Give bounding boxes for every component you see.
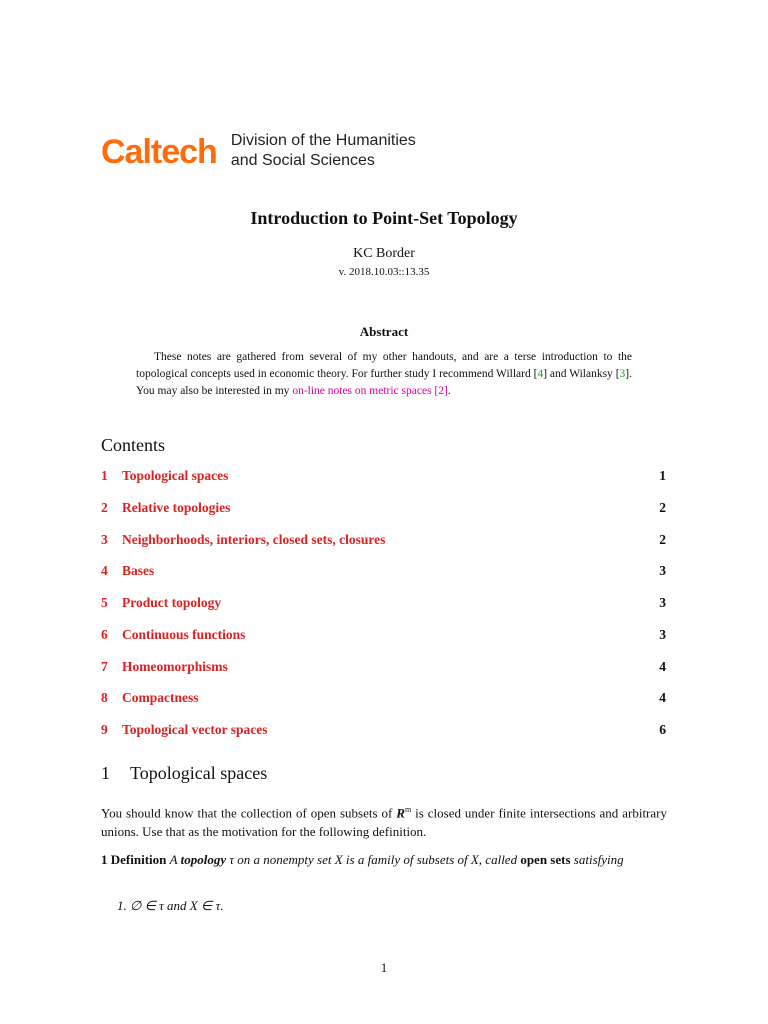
math-superscript-m: m bbox=[404, 805, 412, 814]
toc-title[interactable]: Product topology bbox=[122, 595, 222, 610]
toc-number: 5 bbox=[101, 595, 108, 610]
metric-spaces-link[interactable]: on-line notes on metric spaces [2] bbox=[292, 385, 448, 397]
table-of-contents bbox=[101, 468, 666, 754]
toc-title[interactable]: Bases bbox=[122, 563, 155, 579]
contents-heading: Contents bbox=[101, 435, 166, 455]
section-paragraph bbox=[101, 800, 667, 841]
division-name bbox=[231, 131, 416, 171]
section-title: Topological spaces bbox=[130, 763, 268, 783]
toc-entry[interactable] bbox=[101, 563, 666, 595]
abstract-part-1: These notes are gathered from several of my other handouts, and are a terse introduction to the topological concepts used in economic theory. For further study I recommend Willard [ bbox=[136, 351, 632, 380]
abstract-heading: Abstract bbox=[359, 324, 409, 339]
definition-text-c: satisfying bbox=[570, 852, 624, 867]
toc-entry[interactable] bbox=[101, 690, 666, 722]
toc-page: 4 bbox=[659, 690, 666, 706]
definition bbox=[101, 850, 667, 869]
header bbox=[101, 128, 416, 176]
toc-page: 2 bbox=[659, 531, 666, 547]
caltech-logo: Caltech bbox=[101, 133, 217, 171]
toc-entry[interactable] bbox=[101, 595, 666, 627]
toc-number: 8 bbox=[101, 690, 108, 706]
toc-entry[interactable] bbox=[101, 532, 666, 564]
toc-number: 4 bbox=[101, 563, 108, 579]
toc-title[interactable]: Compactness bbox=[122, 690, 199, 706]
section-number: 1 bbox=[101, 763, 110, 783]
document-title: Introduction to Point-Set Topology bbox=[250, 208, 518, 228]
toc-number: 6 bbox=[101, 626, 108, 642]
division-line-1: Division of the Humanities bbox=[230, 132, 416, 149]
definition-text-a: A bbox=[169, 852, 181, 867]
abstract-text bbox=[136, 349, 632, 400]
math-R: R bbox=[396, 805, 405, 821]
paragraph-text-a: You should know that the collection of open subsets of bbox=[101, 805, 397, 821]
division-line-2: and Social Sciences bbox=[230, 152, 375, 169]
toc-entry[interactable] bbox=[101, 722, 666, 754]
toc-title[interactable]: Homeomorphisms bbox=[122, 658, 228, 674]
paragraph-text-b: is closed under finite intersections and arbitrary unions. Use that as the motivation for the following definition. bbox=[101, 805, 667, 840]
definition-term-open-sets: open sets bbox=[520, 852, 571, 867]
toc-entry[interactable] bbox=[101, 627, 666, 659]
toc-entry[interactable] bbox=[101, 500, 666, 532]
toc-page: 3 bbox=[659, 595, 666, 610]
toc-title[interactable]: Topological vector spaces bbox=[122, 722, 268, 737]
definition-item-1: 1. ∅ ∈ τ and X ∈ τ. bbox=[117, 898, 224, 913]
toc-title[interactable]: Neighborhoods, interiors, closed sets, closures bbox=[122, 531, 386, 547]
toc-entry[interactable] bbox=[101, 468, 666, 500]
toc-title[interactable]: Continuous functions bbox=[122, 626, 246, 642]
author: KC Border bbox=[353, 246, 415, 261]
page-number: 1 bbox=[380, 960, 388, 975]
toc-number: 1 bbox=[101, 468, 108, 483]
toc-title[interactable]: Topological spaces bbox=[122, 468, 229, 483]
toc-page: 3 bbox=[659, 563, 666, 579]
definition-term-topology: topology bbox=[180, 852, 227, 867]
toc-entry[interactable] bbox=[101, 659, 666, 691]
version: v. 2018.10.03::13.35 bbox=[338, 266, 430, 278]
toc-number: 9 bbox=[101, 722, 108, 737]
toc-number: 3 bbox=[101, 531, 108, 547]
toc-page: 3 bbox=[659, 626, 666, 642]
section-heading bbox=[101, 763, 267, 784]
toc-number: 7 bbox=[101, 658, 108, 674]
abstract-part-4: . bbox=[447, 385, 451, 397]
toc-page: 4 bbox=[659, 658, 666, 674]
toc-number: 2 bbox=[101, 499, 108, 515]
abstract-part-2: ] and Wilanksy [ bbox=[543, 368, 620, 380]
citation-link-3[interactable]: 3 bbox=[619, 368, 626, 380]
citation-link-4[interactable]: 4 bbox=[537, 368, 544, 380]
toc-page: 2 bbox=[659, 499, 666, 515]
toc-page: 1 bbox=[659, 468, 666, 483]
definition-label: 1 Definition bbox=[101, 852, 167, 867]
definition-text-b: τ on a nonempty set X is a family of subsets of X, called bbox=[226, 852, 521, 867]
toc-title[interactable]: Relative topologies bbox=[122, 499, 231, 515]
toc-page: 6 bbox=[659, 722, 666, 737]
abstract-part-3: ]. You may also be interested in my bbox=[136, 368, 632, 397]
